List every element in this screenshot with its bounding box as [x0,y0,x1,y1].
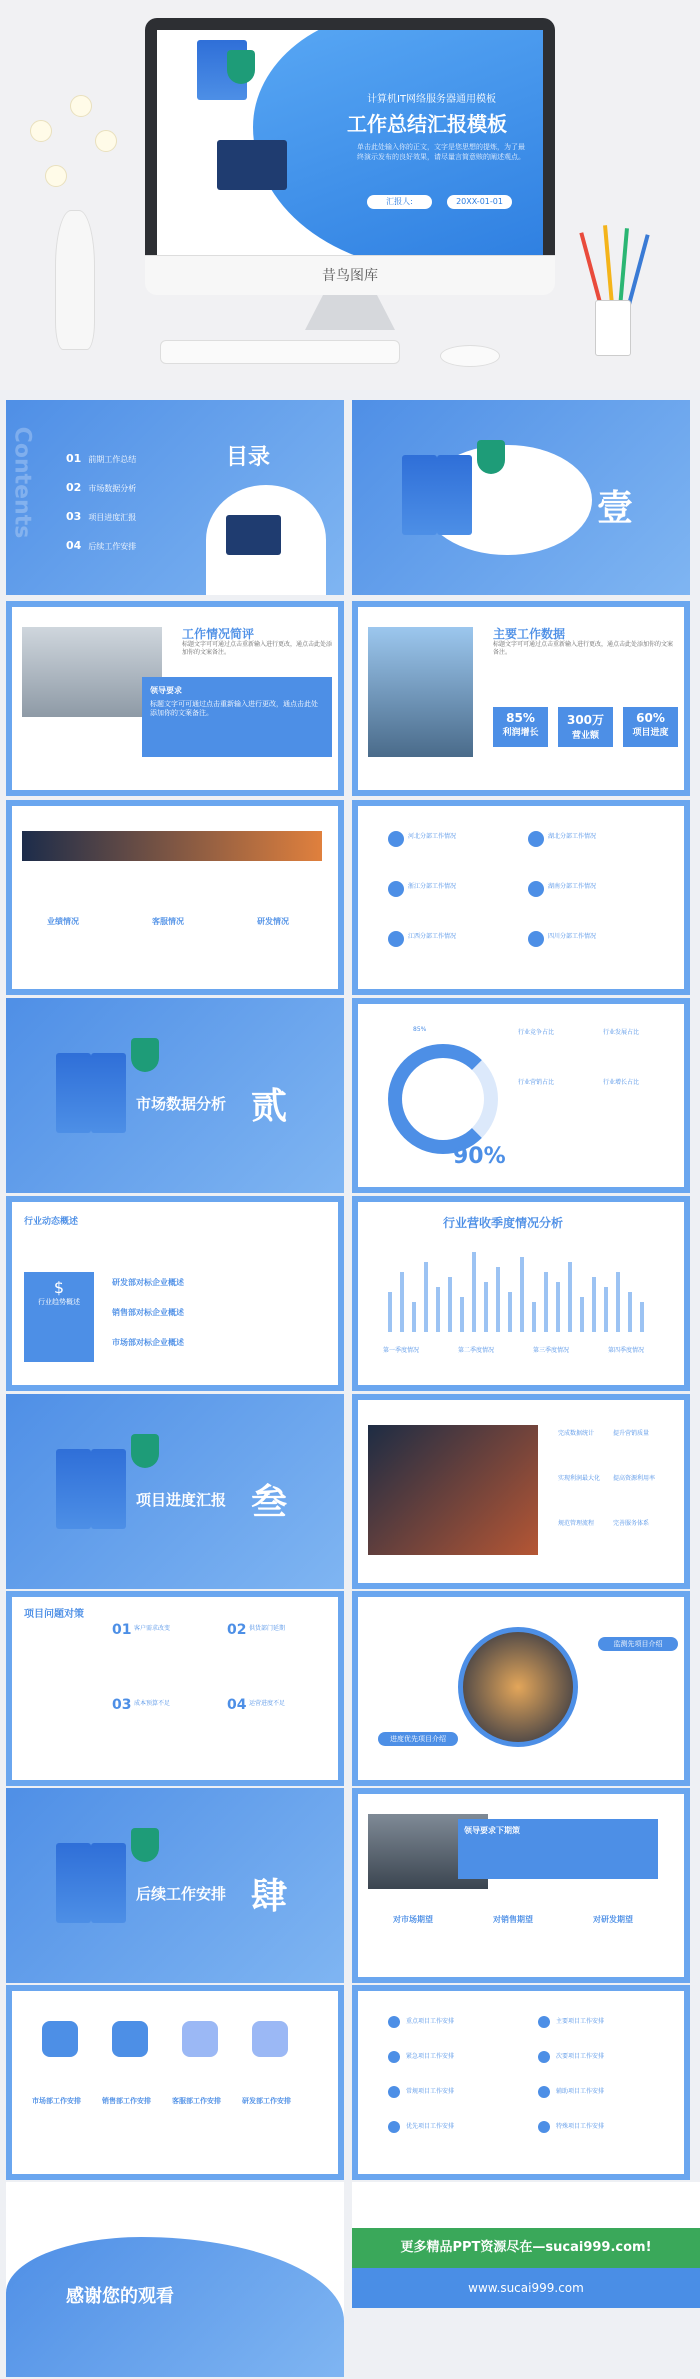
mouse [440,345,500,367]
region-icon [528,881,544,897]
intro-badge: 进度优先项目介绍 [378,1732,458,1746]
list-item: 重点项目工作安排 [406,2018,455,2025]
shield-lock-icon [477,440,505,474]
monitor-chin [145,255,555,295]
ring-label: 行业竞争占比 [518,1029,555,1036]
hero-mockup [0,0,700,390]
region-icon [388,831,404,847]
slide-toc [6,400,344,595]
slide-main-data [352,601,690,796]
date-pill: 20XX-01-01 [447,195,512,209]
shield-lock-icon [131,1038,159,1072]
toc-list [66,445,136,561]
trend-box: $ 行业趋势概述 [24,1272,94,1362]
toc-item[interactable]: 02 市场数据分析 [66,481,137,494]
contents-watermark: Contents [9,426,35,539]
server-icon [56,1449,91,1529]
toc-item[interactable]: 04 后续工作安排 [66,539,137,552]
col-title: 业绩情况 [47,917,79,926]
bar-chart [378,1242,668,1332]
issue-num: 02 [227,1622,247,1638]
issue-label: 供货部门延期 [249,1625,286,1632]
flower-icon [95,130,117,152]
location-icon [182,2021,218,2057]
list-item: 常规项目工作安排 [406,2088,455,2095]
col-title: 客服情况 [152,917,184,926]
quarter-label: 第四季度情况 [608,1347,645,1354]
section-number: 贰 [251,1086,288,1127]
goal-item: 完成数据统计 [558,1430,595,1437]
cover-slide [157,30,543,258]
search-icon [42,2021,78,2057]
slide-building [352,1394,690,1589]
issue-label: 客户需求改变 [134,1625,171,1632]
slide-title: 行业营收季度情况分析 [443,1216,564,1230]
vase-decoration [55,210,95,350]
region-label: 湖南分部工作情况 [548,883,597,890]
slide-section-2 [6,998,344,1193]
issue-label: 运营进度不足 [249,1700,286,1707]
server-icon [402,455,437,535]
keyboard [160,340,400,364]
trend-item: 销售部对标企业概述 [112,1308,184,1317]
section-title: 项目进度汇报 [136,1491,227,1509]
col-title: 对市场期望 [393,1915,433,1924]
pencil [618,228,629,308]
quarter-label: 第一季度情况 [383,1347,420,1354]
section-number: 肆 [251,1876,288,1917]
region-label: 河北分部工作情况 [408,833,457,840]
section-title: 市场数据分析 [136,1095,227,1113]
footer-url[interactable]: www.sucai999.com [352,2268,700,2308]
slide-regions [352,800,690,995]
slide-strategy [352,1788,690,1983]
goal-item: 提高资源利用率 [613,1475,656,1482]
slide-thanks [6,2182,344,2377]
slide-season-chart [352,1196,690,1391]
section-number: 壹 [597,488,634,529]
workstation-icon [226,515,281,555]
requirement-box: 领导要求 标题文字可可通过点击重新输入进行更改，通点击此处添加你的文案备注。 [142,677,332,757]
cover-title: 工作总结汇报模板 [347,112,507,136]
ring-label: 行业增长占比 [603,1079,640,1086]
region-icon [528,931,544,947]
slide-plans [6,1985,344,2180]
slide-text: 标题文字可可通过点击重新输入进行更改，通点击此处添加你的文案备注。 [182,641,333,656]
thanks-wave [6,2237,344,2377]
shield-lock-icon [131,1828,159,1862]
slide-ring [352,998,690,1193]
cover-desc: 单击此处输入你的正文，文字是您思想的提炼，为了最终演示发布的良好效果，请尽量言简意赅的阐述观点。 [357,143,525,161]
slide-section-3 [6,1394,344,1589]
pencil [603,225,614,305]
list-item: 主要项目工作安排 [556,2018,605,2025]
region-icon [528,831,544,847]
skyline-photo [22,831,322,861]
monitor-stand [305,295,395,330]
ring-chart [388,1044,498,1154]
brand-label: 昔鸟图库 [322,268,378,284]
region-label: 湖北分部工作情况 [548,833,597,840]
trend-item: 市场部对标企业概述 [112,1338,184,1347]
monitor [145,18,555,288]
rocket-icon [112,2021,148,2057]
goal-item: 完善服务体系 [613,1520,650,1527]
server-icon [91,1449,126,1529]
plan-label: 客服部工作安排 [172,2097,221,2105]
hospital-photo [22,627,162,717]
region-label: 四川分部工作情况 [548,933,597,940]
flower-icon [45,165,67,187]
pencil [579,232,604,310]
slide-performance [6,800,344,995]
thanks-title: 感谢您的观看 [66,2286,174,2307]
workstation-icon [217,140,287,190]
goal-item: 规范管理流程 [558,1520,595,1527]
server-icon [91,1843,126,1923]
section-title: 后续工作安排 [136,1885,227,1903]
toc-title: 目录 [226,445,271,470]
stat-box: 85% 利润增长 [493,707,548,747]
flower-icon [70,95,92,117]
goal-item: 实现利润最大化 [558,1475,601,1482]
flower-icon [30,120,52,142]
server-icon [91,1053,126,1133]
list-item: 优先项目工作安排 [406,2123,455,2130]
slide-section-4 [6,1788,344,1983]
cover-subtitle: 计算机IT网络服务器通用模板 [367,94,497,105]
section-title: 前期工作总结 [482,497,573,515]
col-title: 对销售期望 [493,1915,533,1924]
toc-item[interactable]: 01 前期工作总结 [66,452,137,465]
region-icon [388,881,404,897]
issue-label: 成本预算不足 [134,1700,171,1707]
pen-cup [595,300,631,356]
star-icon [252,2021,288,2057]
slide-section-1 [352,400,690,595]
slide-title: 主要工作数据 [493,627,566,641]
issue-num: 01 [112,1622,132,1638]
footer-promo[interactable]: 更多精品PPT资源尽在—sucai999.com! [352,2228,700,2268]
footer-spacer [352,2182,700,2228]
city-photo [368,627,473,757]
list-item: 辅助项目工作安排 [556,2088,605,2095]
server-icon [56,1843,91,1923]
intro-badge: 监测先项目介绍 [598,1637,678,1651]
list-item: 紧急项目工作安排 [406,2053,455,2060]
ring-pct: 85% [413,1026,427,1033]
goal-item: 提升营销质量 [613,1430,650,1437]
building-photo [368,1425,538,1555]
quarter-label: 第三季度情况 [533,1347,570,1354]
list-item: 特殊项目工作安排 [556,2123,605,2130]
slide-title: 工作情况简评 [182,627,255,641]
strategy-banner: 领导要求下期策 [458,1819,658,1879]
reporter-pill: 汇报人: [367,195,432,209]
slide-work-review [6,601,344,796]
slide-issues [6,1591,344,1786]
col-title: 对研发期望 [593,1915,633,1924]
shield-lock-icon [131,1434,159,1468]
slide-text: 标题文字可可通过点击重新输入进行更改，通点击此处添加你的文案备注。 [493,641,674,656]
region-label: 江西分部工作情况 [408,933,457,940]
slide-trend [6,1196,344,1391]
col-title: 研发情况 [257,917,289,926]
plan-label: 销售部工作安排 [102,2097,151,2105]
slide-intro [352,1591,690,1786]
ring-label: 行业发展占比 [603,1029,640,1036]
list-item: 次要项目工作安排 [556,2053,605,2060]
slide-title: 行业动态概述 [24,1217,79,1227]
plan-label: 研发部工作安排 [242,2097,291,2105]
quarter-label: 第二季度情况 [458,1347,495,1354]
trend-item: 研发部对标企业概述 [112,1278,184,1287]
ring-label: 行业营销占比 [518,1079,555,1086]
region-icon [388,931,404,947]
toc-item[interactable]: 03 项目进度汇报 [66,510,137,523]
issue-num: 03 [112,1697,132,1713]
server-icon [56,1053,91,1133]
slide-title: 项目问题对策 [24,1609,84,1620]
stat-box: 60% 项目进度 [623,707,678,747]
stat-box: 300万 营业额 [558,707,613,747]
server-icon [437,455,472,535]
region-label: 浙江分部工作情况 [408,883,457,890]
shield-lock-icon [227,50,255,84]
slide-list [352,1985,690,2180]
night-city-photo [458,1627,578,1747]
section-number: 叁 [251,1482,288,1523]
plan-label: 市场部工作安排 [32,2097,81,2105]
ring-big: 90% [453,1144,506,1169]
issue-num: 04 [227,1697,247,1713]
